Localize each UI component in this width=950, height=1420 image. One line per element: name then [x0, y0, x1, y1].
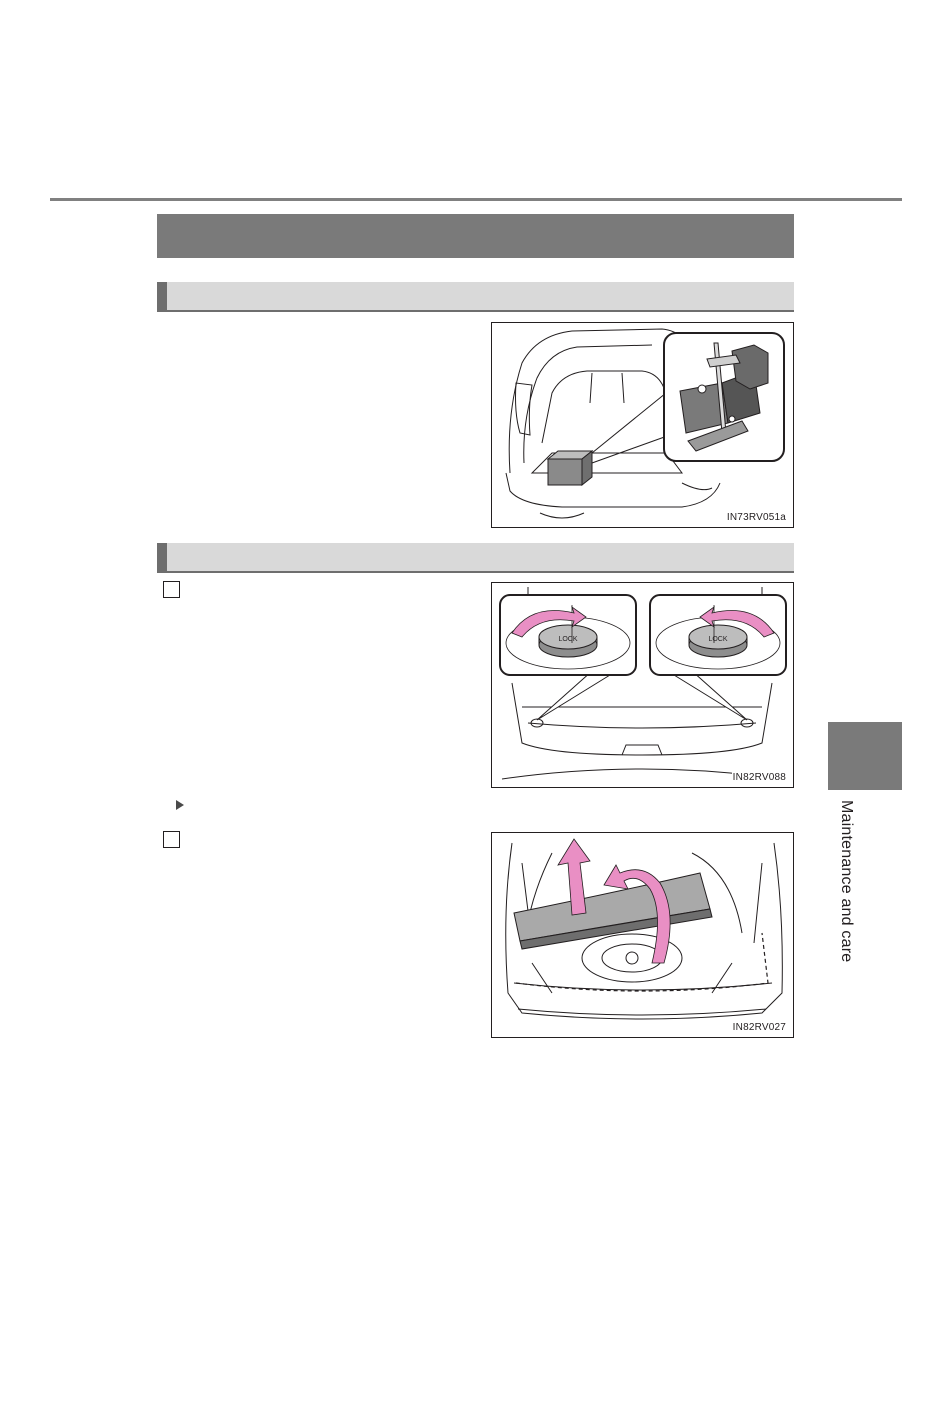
- title-bar: [157, 214, 794, 258]
- deck-lock-figure: [491, 582, 794, 788]
- lock-label-right: LOCK: [708, 636, 728, 643]
- lock-label-left: LOCK: [558, 636, 578, 643]
- figure-code-deck-board: IN82RV027: [732, 1022, 786, 1033]
- deck-board-figure: [491, 832, 794, 1038]
- subheading-bar-2: [157, 543, 794, 573]
- step-1-box: [163, 581, 180, 598]
- subheading-accent: [157, 282, 167, 310]
- top-rule: [50, 198, 902, 201]
- deck-board-illustration: [492, 833, 793, 1037]
- battery-illustration: [492, 323, 793, 527]
- subheading-accent: [157, 543, 167, 571]
- step-2-box: [163, 831, 180, 848]
- battery-figure: [491, 322, 794, 528]
- deck-lock-illustration: [492, 583, 793, 787]
- bullet-arrow-icon: [176, 800, 184, 810]
- chapter-tab-label: Maintenance and care: [838, 800, 855, 963]
- subheading-bar-1: [157, 282, 794, 312]
- chapter-tab: [828, 722, 902, 790]
- figure-code-deck-lock: IN82RV088: [732, 772, 786, 783]
- figure-code-battery: IN73RV051a: [726, 512, 786, 523]
